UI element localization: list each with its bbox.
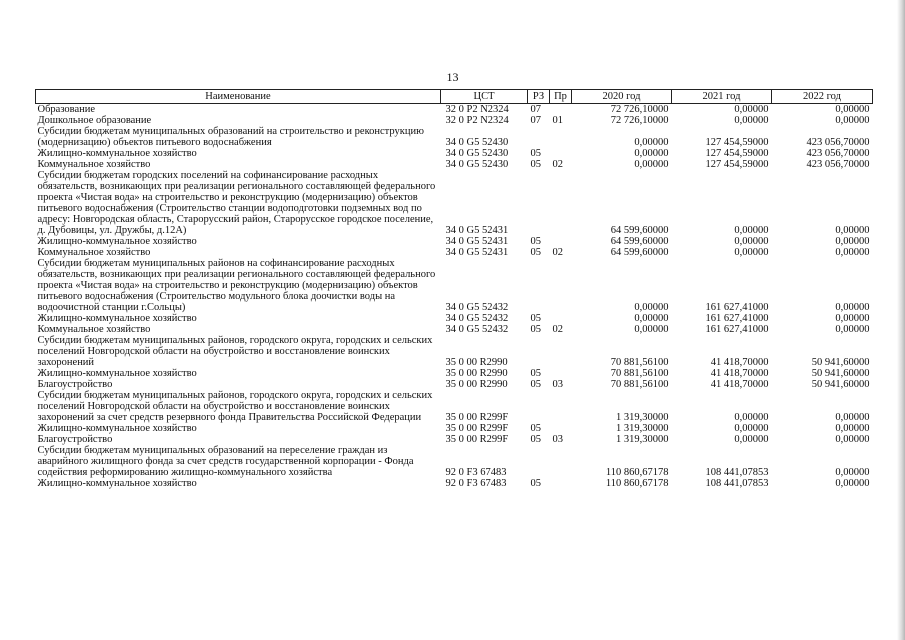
row-pr — [550, 148, 572, 159]
row-2020: 0,00000 — [634, 159, 669, 170]
row-pr — [550, 170, 572, 236]
row-cst: 34 0 G5 52431 — [445, 236, 509, 247]
row-cst: 34 0 G5 52430 — [445, 137, 509, 148]
row-2022: 0,00000 — [835, 434, 870, 445]
row-2021: 0,00000 — [734, 225, 769, 236]
table-row — [36, 324, 873, 335]
row-2021: 127 454,59000 — [705, 159, 769, 170]
row-pr — [550, 368, 572, 379]
row-pr — [550, 478, 572, 489]
row-pr: 02 — [552, 159, 563, 170]
row-2022: 0,00000 — [835, 236, 870, 247]
header-2020: 2020 год — [572, 90, 672, 104]
row-name: Благоустройство — [37, 379, 113, 390]
row-cst: 34 0 G5 52432 — [445, 302, 509, 313]
table-row — [36, 445, 873, 478]
row-name: Субсидии бюджетам муниципальных районов, городского округа, городских и сельских поселений Новгородской области на обустройство и восстановление воинских захоронений за счет средств резервного фонда Правительства Российской Федерации — [37, 390, 433, 423]
row-2020: 70 881,56100 — [610, 368, 669, 379]
row-2020: 64 599,60000 — [610, 225, 669, 236]
row-pr — [550, 313, 572, 324]
table-row — [36, 478, 873, 489]
row-2022: 0,00000 — [835, 478, 870, 489]
page-number: 13 — [446, 70, 459, 84]
row-rz — [528, 258, 550, 313]
row-name: Субсидии бюджетам муниципальных образований на переселение граждан из аварийного жилищного фонда за счет средств государственной корпорации - Фонда содействия реформированию жилищно-коммунального хозяйства — [37, 445, 414, 478]
row-rz: 05 — [530, 379, 541, 390]
row-2020: 72 726,10000 — [610, 115, 669, 126]
row-2021: 0,00000 — [734, 104, 769, 115]
row-2020: 0,00000 — [634, 313, 669, 324]
table-row — [36, 104, 873, 116]
row-2022: 0,00000 — [835, 423, 870, 434]
row-2020: 0,00000 — [634, 324, 669, 335]
row-cst: 34 0 G5 52431 — [445, 247, 509, 258]
row-pr: 02 — [552, 247, 563, 258]
row-2022: 423 056,70000 — [806, 148, 870, 159]
row-rz: 05 — [530, 148, 541, 159]
row-pr — [550, 104, 572, 116]
table-row — [36, 126, 873, 148]
table-row — [36, 423, 873, 434]
row-rz: 05 — [530, 478, 541, 489]
row-rz — [528, 170, 550, 236]
table-row — [36, 115, 873, 126]
row-2021: 41 418,70000 — [710, 357, 769, 368]
row-2020: 64 599,60000 — [610, 236, 669, 247]
row-name: Коммунальное хозяйство — [37, 159, 151, 170]
row-name: Субсидии бюджетам муниципальных районов на софинансирование расходных обязательств, возникающих при реализации регионального составляющей федерального проекта «Чистая вода» на строительство и реконструкцию (модернизацию) объектов питьевого водоснабжения (Строительство модульного блока доочистки воды на водоочистной станции г.Сольцы) — [37, 258, 436, 313]
row-cst: 35 0 00 R299F — [445, 412, 509, 423]
row-2020: 72 726,10000 — [610, 104, 669, 115]
header-pr: Пр — [550, 90, 572, 104]
table-row — [36, 148, 873, 159]
row-cst: 34 0 G5 52432 — [445, 313, 509, 324]
row-name: Жилищно-коммунальное хозяйство — [37, 148, 197, 159]
row-2020: 0,00000 — [634, 302, 669, 313]
row-pr — [550, 236, 572, 247]
table-row — [36, 390, 873, 423]
row-2020: 64 599,60000 — [610, 247, 669, 258]
row-rz: 05 — [530, 368, 541, 379]
row-pr: 01 — [552, 115, 563, 126]
row-2022: 0,00000 — [835, 302, 870, 313]
row-2020: 70 881,56100 — [610, 357, 669, 368]
row-name: Жилищно-коммунальное хозяйство — [37, 478, 197, 489]
table-header-row — [36, 90, 873, 104]
row-pr — [550, 390, 572, 423]
scan-edge-shadow — [897, 0, 905, 640]
header-2021: 2021 год — [672, 90, 772, 104]
row-2021: 0,00000 — [734, 412, 769, 423]
row-2022: 0,00000 — [835, 324, 870, 335]
row-rz: 05 — [530, 423, 541, 434]
row-name: Жилищно-коммунальное хозяйство — [37, 236, 197, 247]
row-cst: 35 0 00 R2990 — [445, 368, 508, 379]
row-cst: 35 0 00 R2990 — [445, 357, 508, 368]
row-2021: 161 627,41000 — [705, 302, 769, 313]
row-rz — [528, 390, 550, 423]
row-cst: 32 0 P2 N2324 — [445, 104, 509, 115]
row-2022: 0,00000 — [835, 412, 870, 423]
row-name: Коммунальное хозяйство — [37, 324, 151, 335]
row-name: Субсидии бюджетам городских поселений на софинансирование расходных обязательств, возникающих при реализации регионального составляющей федерального проекта «Чистая вода» на строительство и реконструкцию (модернизацию) объектов питьевого водоснабжения (Строительство станции водоподготовки подземных вод по адресу: Новгородская область, Старорусский район, Старорусское городское поселение, д. Дубовицы, ул. Дружбы, д.12А) — [37, 170, 436, 236]
row-name: Благоустройство — [37, 434, 113, 445]
row-2022: 50 941,60000 — [811, 357, 870, 368]
row-2021: 0,00000 — [734, 236, 769, 247]
row-name: Коммунальное хозяйство — [37, 247, 151, 258]
header-rz: РЗ — [528, 90, 550, 104]
row-pr: 03 — [552, 434, 563, 445]
table-row — [36, 335, 873, 368]
row-2022: 0,00000 — [835, 115, 870, 126]
row-name: Субсидии бюджетам муниципальных образований на строительство и реконструкцию (модернизацию) объектов питьевого водоснабжения — [37, 126, 424, 148]
row-2021: 41 418,70000 — [710, 379, 769, 390]
row-2022: 50 941,60000 — [811, 368, 870, 379]
row-cst: 35 0 00 R2990 — [445, 379, 508, 390]
row-rz: 05 — [530, 247, 541, 258]
row-pr — [550, 445, 572, 478]
row-name: Жилищно-коммунальное хозяйство — [37, 368, 197, 379]
row-2022: 0,00000 — [835, 313, 870, 324]
row-pr — [550, 258, 572, 313]
row-name: Дошкольное образование — [37, 115, 152, 126]
row-2022: 423 056,70000 — [806, 137, 870, 148]
header-2022: 2022 год — [772, 90, 873, 104]
row-2022: 423 056,70000 — [806, 159, 870, 170]
row-name: Субсидии бюджетам муниципальных районов, городского округа, городских и сельских поселений Новгородской области на обустройство и восстановление воинских захоронений — [37, 335, 433, 368]
row-rz: 07 — [530, 115, 541, 126]
table-row — [36, 236, 873, 247]
row-rz: 05 — [530, 313, 541, 324]
row-2021: 0,00000 — [734, 434, 769, 445]
row-2021: 0,00000 — [734, 247, 769, 258]
table-row — [36, 258, 873, 313]
row-2020: 1 319,30000 — [616, 412, 669, 423]
row-cst: 34 0 G5 52431 — [445, 225, 509, 236]
row-cst: 34 0 G5 52432 — [445, 324, 509, 335]
row-2021: 127 454,59000 — [705, 148, 769, 159]
row-cst: 34 0 G5 52430 — [445, 148, 509, 159]
table-row — [36, 313, 873, 324]
row-name: Образование — [37, 104, 96, 115]
row-2021: 127 454,59000 — [705, 137, 769, 148]
row-2022: 0,00000 — [835, 247, 870, 258]
row-2021: 0,00000 — [734, 423, 769, 434]
row-pr — [550, 423, 572, 434]
table-row — [36, 247, 873, 258]
table-row — [36, 170, 873, 236]
row-rz: 05 — [530, 236, 541, 247]
row-2021: 108 441,07853 — [705, 478, 769, 489]
row-2020: 0,00000 — [634, 148, 669, 159]
row-2020: 0,00000 — [634, 137, 669, 148]
row-2020: 1 319,30000 — [616, 434, 669, 445]
budget-table — [35, 89, 873, 489]
row-2020: 110 860,67178 — [605, 467, 669, 478]
row-cst: 92 0 F3 67483 — [445, 478, 507, 489]
row-cst: 35 0 00 R299F — [445, 434, 509, 445]
row-2021: 41 418,70000 — [710, 368, 769, 379]
row-pr — [550, 335, 572, 368]
row-cst: 34 0 G5 52430 — [445, 159, 509, 170]
table-row — [36, 434, 873, 445]
row-2022: 0,00000 — [835, 467, 870, 478]
row-2020: 1 319,30000 — [616, 423, 669, 434]
row-2022: 50 941,60000 — [811, 379, 870, 390]
row-2020: 70 881,56100 — [610, 379, 669, 390]
table-row — [36, 159, 873, 170]
row-2021: 108 441,07853 — [705, 467, 769, 478]
row-2021: 161 627,41000 — [705, 313, 769, 324]
row-rz: 05 — [530, 434, 541, 445]
row-name: Жилищно-коммунальное хозяйство — [37, 423, 197, 434]
table-row — [36, 368, 873, 379]
row-rz: 05 — [530, 159, 541, 170]
row-2020: 110 860,67178 — [605, 478, 669, 489]
row-2021: 161 627,41000 — [705, 324, 769, 335]
table-row — [36, 379, 873, 390]
row-rz: 07 — [530, 104, 541, 115]
header-name: Наименование — [36, 90, 441, 104]
row-rz — [528, 335, 550, 368]
row-2021: 0,00000 — [734, 115, 769, 126]
row-name: Жилищно-коммунальное хозяйство — [37, 313, 197, 324]
row-pr — [550, 126, 572, 148]
row-cst: 32 0 P2 N2324 — [445, 115, 509, 126]
row-cst: 92 0 F3 67483 — [445, 467, 507, 478]
row-rz — [528, 126, 550, 148]
row-pr: 03 — [552, 379, 563, 390]
header-cst: ЦСТ — [441, 90, 528, 104]
row-rz: 05 — [530, 324, 541, 335]
row-pr: 02 — [552, 324, 563, 335]
row-2022: 0,00000 — [835, 225, 870, 236]
row-cst: 35 0 00 R299F — [445, 423, 509, 434]
row-2022: 0,00000 — [835, 104, 870, 115]
row-rz — [528, 445, 550, 478]
